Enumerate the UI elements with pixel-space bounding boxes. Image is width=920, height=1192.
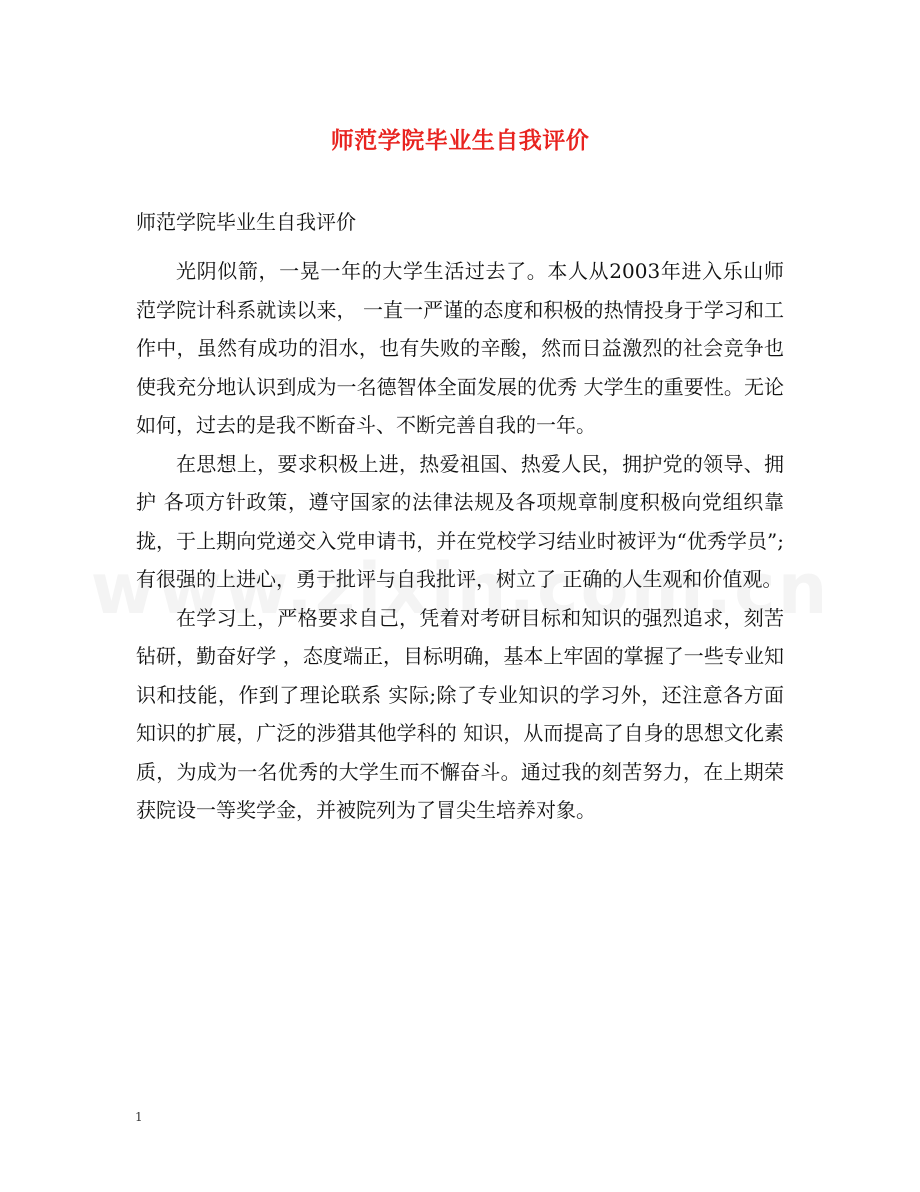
paragraph-intro: 光阴似箭，一晃一年的大学生活过去了。本人从2003年进入乐山师范学院计科系就读以来， 一直一严谨的态度和积极的热情投身于学习和工作中，虽然有成功的泪水，也有失败的辛酸，然而日益激烈的社会竞争也使我充分地认识到成为一名德智体全面发展的优秀 大学生的重要性。无论如何，过去的是我不断奋斗、不断完善自我的一年。 bbox=[136, 259, 784, 437]
page-number: 1 bbox=[135, 1110, 143, 1124]
document-title: 师范学院毕业生自我评价 bbox=[330, 127, 590, 154]
paragraph-study: 在学习上，严格要求自己，凭着对考研目标和知识的强烈追求，刻苦钻研，勤奋好学 ，态度端正，目标明确，基本上牢固的掌握了一些专业知识和技能，作到了理论联系 实际;除了专业知识的学习外，还注意各方面知识的扩展，广泛的涉猎其他学科的 知识，从而提高了自身的思想文化素质，为成为一名优秀的大学生而不懈奋斗。通过我的刻苦努力，在上期荣获院设一等奖学金，并被院列为了冒尖生培养对象。 bbox=[136, 605, 784, 822]
document-body bbox=[136, 252, 784, 830]
paragraph-ideology: 在思想上，要求积极上进，热爱祖国、热爱人民，拥护党的领导、拥护 各项方针政策，遵守国家的法律法规及各项规章制度积极向党组织靠拢，于上期向党递交入党申请书，并在党校学习结业时被评为“优秀学员”;有很强的上进心，勇于批评与自我批评，树立了 正确的人生观和价值观。 bbox=[136, 451, 784, 591]
document-subtitle: 师范学院毕业生自我评价 bbox=[136, 210, 356, 234]
